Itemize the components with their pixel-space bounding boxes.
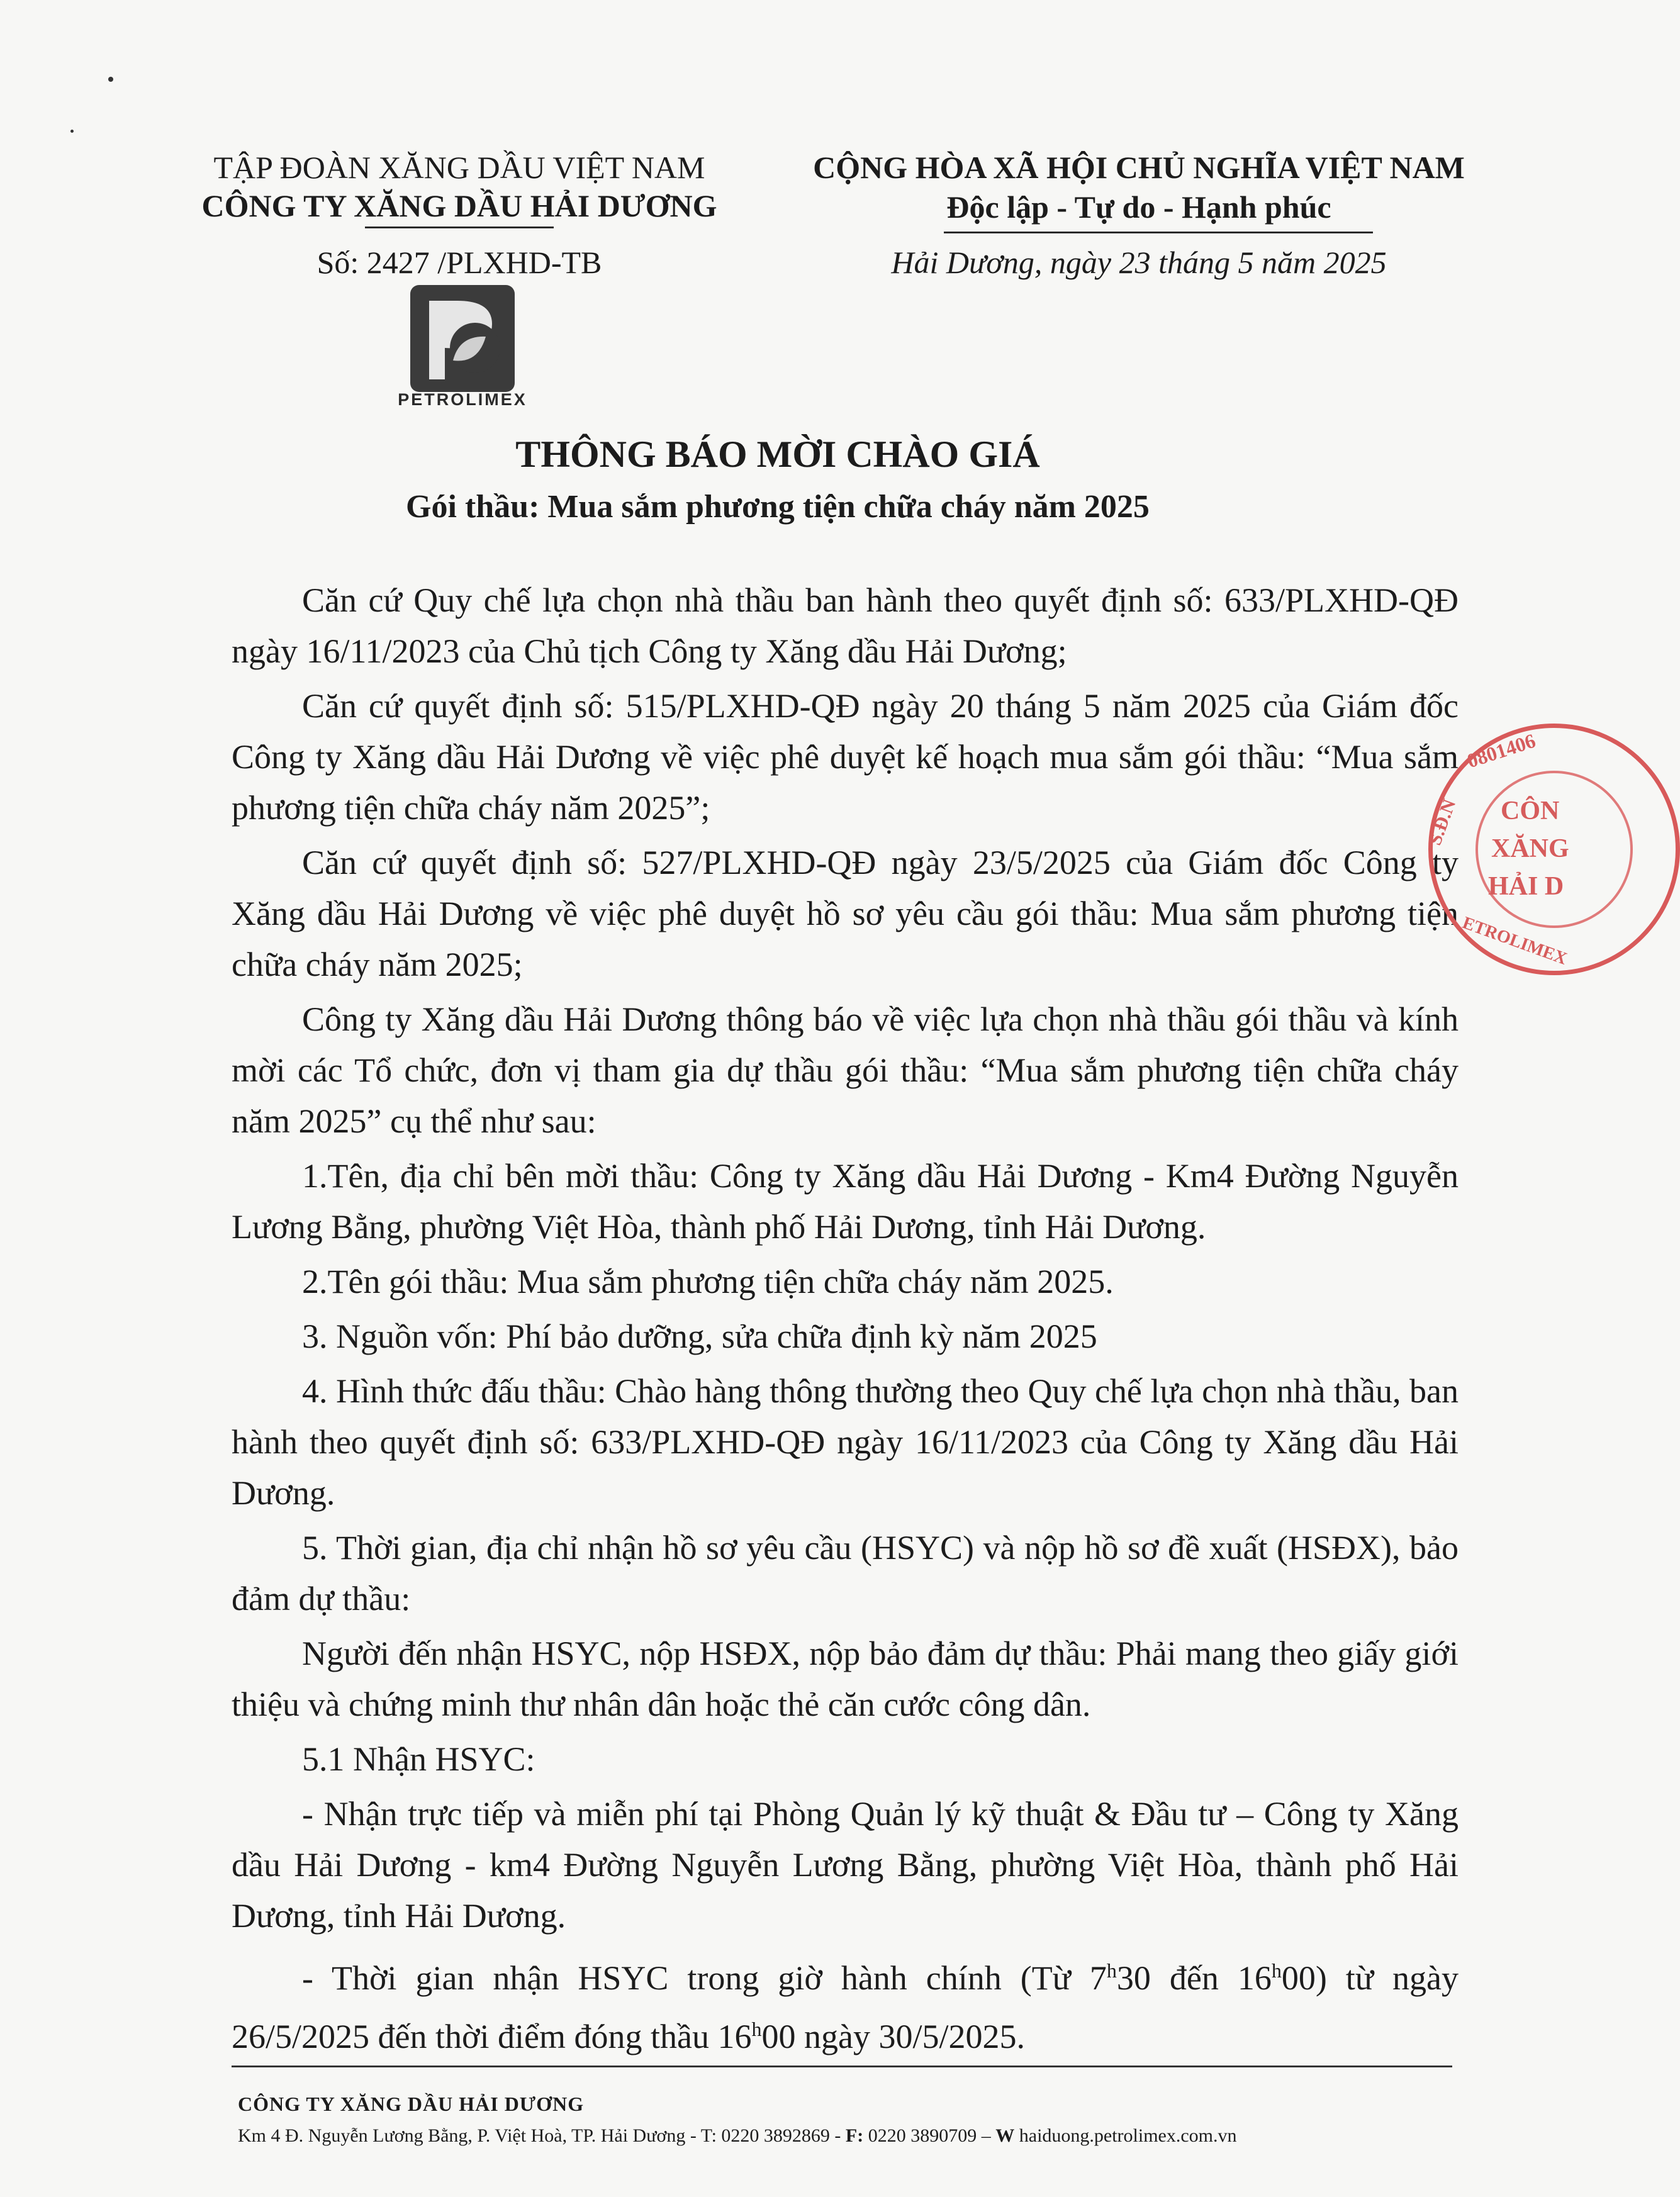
company-name-underline xyxy=(365,226,554,228)
petrolimex-logo-icon xyxy=(410,285,515,392)
document-number: Số: 2427 /PLXHD-TB xyxy=(316,245,602,280)
hour-superscript: h xyxy=(1271,1959,1282,1982)
page-subtitle: Gói thầu: Mua sắm phương tiện chữa cháy năm 2025 xyxy=(406,489,1150,525)
national-motto-underline xyxy=(944,232,1373,233)
logo-wordmark: PETROLIMEX xyxy=(398,390,527,409)
footer-contact-line xyxy=(238,2125,1237,2147)
page-title: THÔNG BÁO MỜI CHÀO GIÁ xyxy=(515,433,1040,475)
time-text-b: 30 đến 16 xyxy=(1116,1959,1272,1997)
seal-line-3: HẢI D xyxy=(1488,872,1564,901)
paragraph-legal-basis-2: Căn cứ quyết định số: 515/PLXHD-QĐ ngày 20 tháng 5 năm 2025 của Giám đốc Công ty Xăng dầu Hải Dương về việc phê duyệt kế hoạch mua sắm gói thầu: “Mua sắm phương tiện chữa cháy năm 2025”; xyxy=(232,687,1459,827)
footer-address: Km 4 Đ. Nguyễn Lương Bằng, P. Việt Hoà, TP. Hải Dương - T: 0220 3892869 - xyxy=(238,2125,841,2146)
company-name: CÔNG TY XĂNG DẦU HẢI DƯƠNG xyxy=(201,188,717,223)
seal-bottom-text: ETROLIMEX xyxy=(1460,913,1570,969)
footer-fax: 0220 3890709 – xyxy=(868,2125,991,2146)
scan-speck xyxy=(70,130,74,133)
footer-company-name: CÔNG TY XĂNG DẦU HẢI DƯƠNG xyxy=(238,2093,585,2115)
national-motto: Độc lập - Tự do - Hạnh phúc xyxy=(946,189,1331,225)
paragraph-item-2: 2.Tên gói thầu: Mua sắm phương tiện chữa cháy năm 2025. xyxy=(302,1263,1114,1300)
seal-code: 0801406 xyxy=(1464,729,1538,773)
footer-fax-label: F: xyxy=(845,2125,864,2146)
seal-side-letters: S.Đ.N xyxy=(1424,796,1460,848)
paragraph-requirements: Người đến nhận HSYC, nộp HSĐX, nộp bảo đảm dự thầu: Phải mang theo giấy giới thiệu và chứng minh thư nhân dân hoặc thẻ căn cước công dân. xyxy=(232,1635,1459,1723)
footer-website-link[interactable]: haiduong.petrolimex.com.vn xyxy=(1019,2125,1237,2146)
seal-line-2: XĂNG xyxy=(1491,834,1569,863)
hour-superscript: h xyxy=(751,2018,762,2040)
national-title: CỘNG HÒA XÃ HỘI CHỦ NGHĨA VIỆT NAM xyxy=(813,150,1465,185)
paragraph-announcement: Công ty Xăng dầu Hải Dương thông báo về việc lựa chọn nhà thầu gói thầu và kính mời các Tổ chức, đơn vị tham gia dự thầu gói thầu: “Mua sắm phương tiện chữa cháy năm 2025” cụ thể như sau: xyxy=(232,1000,1459,1140)
paragraph-legal-basis-3: Căn cứ quyết định số: 527/PLXHD-QĐ ngày 23/5/2025 của Giám đốc Công ty Xăng dầu Hải Dương về việc phê duyệt hồ sơ yêu cầu gói thầu: Mua sắm phương tiện chữa cháy năm 2025; xyxy=(232,844,1459,983)
paragraph-legal-basis-1: Căn cứ Quy chế lựa chọn nhà thầu ban hành theo quyết định số: 633/PLXHD-QĐ ngày 16/11/2023 của Chủ tịch Công ty Xăng dầu Hải Dương; xyxy=(232,581,1459,670)
scan-speck xyxy=(108,77,113,82)
paragraph-receive-location: - Nhận trực tiếp và miễn phí tại Phòng Quản lý kỹ thuật & Đầu tư – Công ty Xăng dầu Hải Dương - km4 Đường Nguyễn Lương Bằng, phường Việt Hòa, thành phố Hải Dương, tỉnh Hải Dương. xyxy=(232,1795,1459,1935)
time-text-d: 00 ngày 30/5/2025. xyxy=(761,2018,1025,2055)
paragraph-item-4: 4. Hình thức đấu thầu: Chào hàng thông thường theo Quy chế lựa chọn nhà thầu, ban hành theo quyết định số: 633/PLXHD-QĐ ngày 16/11/2023 của Công ty Xăng dầu Hải Dương. xyxy=(232,1372,1459,1512)
footer-divider xyxy=(232,2066,1452,2067)
time-text-c: 00) từ ngày 26/5/2025 đến thời điểm đóng thầu 16 xyxy=(232,1959,1459,2055)
seal-line-1: CÔN xyxy=(1501,797,1560,825)
paragraph-item-5: 5. Thời gian, địa chỉ nhận hồ sơ yêu cầu (HSYC) và nộp hồ sơ đề xuất (HSĐX), bảo đảm dự thầu: xyxy=(232,1529,1459,1618)
footer-web-label: W xyxy=(995,2125,1015,2146)
time-text-a: - Thời gian nhận HSYC trong giờ hành chính (Từ 7 xyxy=(302,1959,1107,1997)
paragraph-receive-time xyxy=(232,1945,1459,2062)
paragraph-item-1: 1.Tên, địa chỉ bên mời thầu: Công ty Xăng dầu Hải Dương - Km4 Đường Nguyễn Lương Bằng, phường Việt Hòa, thành phố Hải Dương, tỉnh Hải Dương. xyxy=(232,1157,1459,1246)
document-date: Hải Dương, ngày 23 tháng 5 năm 2025 xyxy=(891,245,1387,280)
parent-organization: TẬP ĐOÀN XĂNG DẦU VIỆT NAM xyxy=(213,150,705,185)
paragraph-item-3: 3. Nguồn vốn: Phí bảo dưỡng, sửa chữa định kỳ năm 2025 xyxy=(302,1317,1097,1355)
document-body xyxy=(232,575,1459,2066)
paragraph-item-5-1: 5.1 Nhận HSYC: xyxy=(302,1740,535,1778)
hour-superscript: h xyxy=(1106,1959,1117,1982)
